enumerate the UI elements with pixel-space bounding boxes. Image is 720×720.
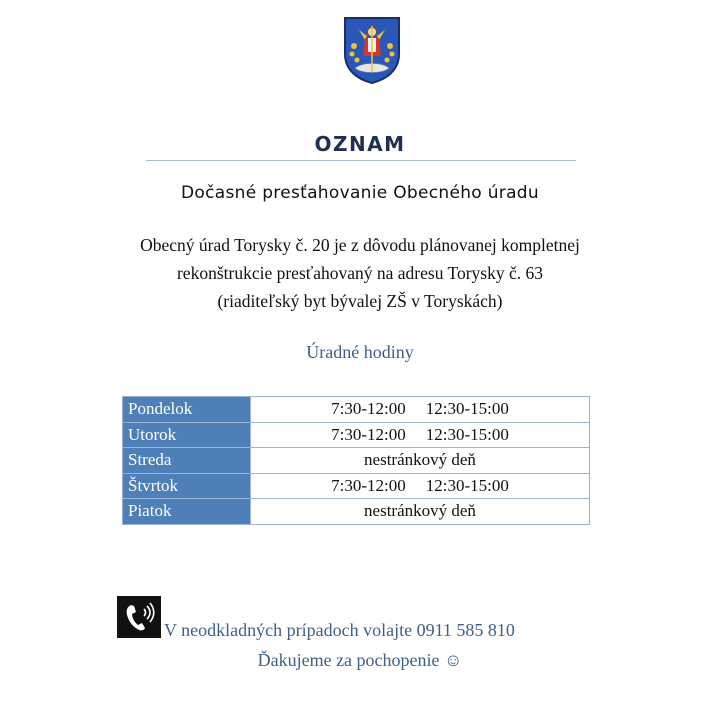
hours-day: Pondelok [123, 397, 251, 423]
urgent-contact-line: V neodkladných prípadoch volajte 0911 585 810 [164, 620, 515, 640]
hours-row [123, 499, 590, 525]
hours-day: Streda [123, 448, 251, 474]
hours-row [123, 422, 590, 448]
body-line: rekonštrukcie presťahovaný na adresu Torysky č. 63 [176, 263, 544, 283]
hours-row [123, 473, 590, 499]
hours-row [123, 448, 590, 474]
hours-note: nestránkový deň [364, 450, 476, 470]
title-divider [146, 160, 576, 161]
hours-afternoon: 12:30-15:00 [425, 399, 509, 419]
notice-subtitle: Dočasné presťahovanie Obecného úradu [181, 183, 539, 203]
hours-afternoon: 12:30-15:00 [425, 424, 509, 444]
hours-time [251, 422, 590, 448]
body-line: Obecný úrad Torysky č. 20 je z dôvodu plánovanej kompletnej [140, 235, 580, 255]
hours-day: Utorok [123, 422, 251, 448]
hours-day: Piatok [123, 499, 251, 525]
hours-morning: 7:30-12:00 [331, 424, 406, 444]
office-hours-body [123, 397, 590, 525]
hours-time [251, 448, 590, 474]
hours-time [251, 499, 590, 525]
hours-day: Štvrtok [123, 473, 251, 499]
hours-heading: Úradné hodiny [306, 342, 414, 362]
hours-row [123, 397, 590, 423]
body-line: (riaditeľský byt bývalej ZŠ v Toryskách) [217, 291, 503, 311]
phone-icon [117, 596, 161, 638]
hours-time [251, 397, 590, 423]
hours-morning: 7:30-12:00 [331, 399, 406, 419]
office-hours-table [122, 396, 590, 525]
notice-title: OZNAM [314, 132, 406, 156]
hours-time [251, 473, 590, 499]
coat-of-arms-icon [343, 16, 401, 84]
hours-morning: 7:30-12:00 [331, 475, 406, 495]
hours-afternoon: 12:30-15:00 [425, 475, 509, 495]
thanks-line: Ďakujeme za pochopenie ☺ [257, 650, 463, 670]
hours-note: nestránkový deň [364, 501, 476, 521]
notice-body [0, 231, 720, 315]
